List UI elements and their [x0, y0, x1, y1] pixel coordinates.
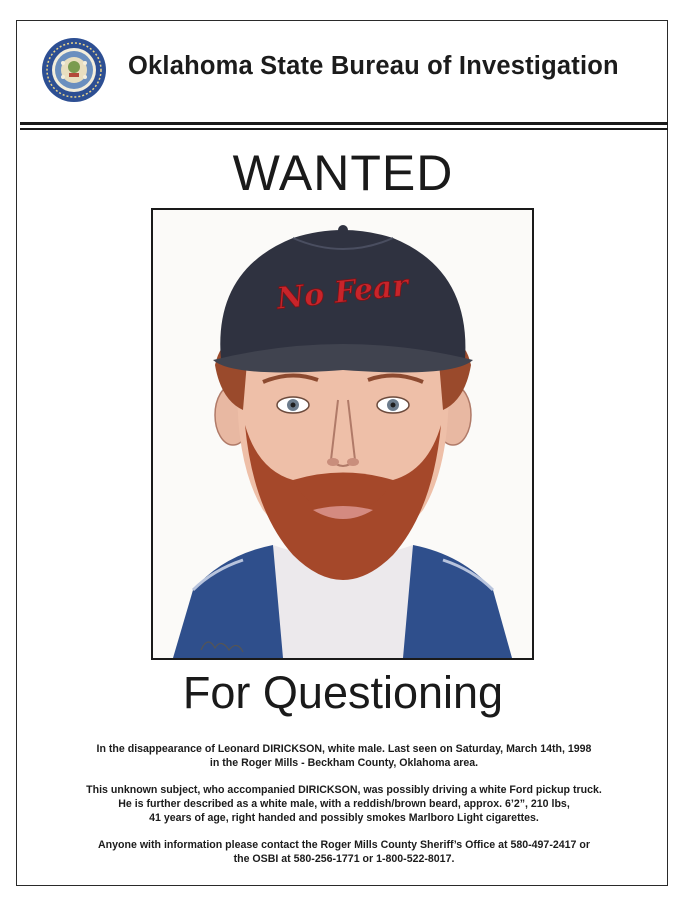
paragraph-line: In the disappearance of Leonard DIRICKSON, white male. Last seen on Saturday, March 14th, 1998 [96, 743, 592, 755]
header-rule-thin [20, 128, 668, 130]
paragraph-line: Anyone with information please contact the Roger Mills County Sheriff’s Office at 580-497-2417 or [98, 839, 590, 851]
contact-paragraph [20, 838, 668, 866]
cap-text: No Fear [275, 268, 410, 317]
paragraph-line: This unknown subject, who accompanied DIRICKSON, was possibly driving a white Ford pickup truck. [86, 784, 602, 796]
paragraph-line: 41 years of age, right handed and possibly smokes Marlboro Light cigarettes. [149, 812, 539, 824]
agency-name: Oklahoma State Bureau of Investigation [128, 52, 619, 80]
state-seal-icon [41, 37, 107, 103]
wanted-headline: WANTED [232, 145, 454, 201]
paragraph-line: He is further described as a white male, with a reddish/brown beard, approx. 6’2”, 210 lbs, [118, 798, 570, 810]
suspect-description-paragraph [20, 783, 668, 825]
paragraph-line: in the Roger Mills - Beckham County, Oklahoma area. [209, 757, 479, 769]
suspect-sketch [151, 208, 534, 660]
for-questioning-subheadline: For Questioning [182, 667, 504, 718]
header-rule [20, 122, 668, 125]
paragraph-line: the OSBI at 580-256-1771 or 1-800-522-8017. [233, 853, 455, 865]
disappearance-paragraph [20, 742, 668, 770]
